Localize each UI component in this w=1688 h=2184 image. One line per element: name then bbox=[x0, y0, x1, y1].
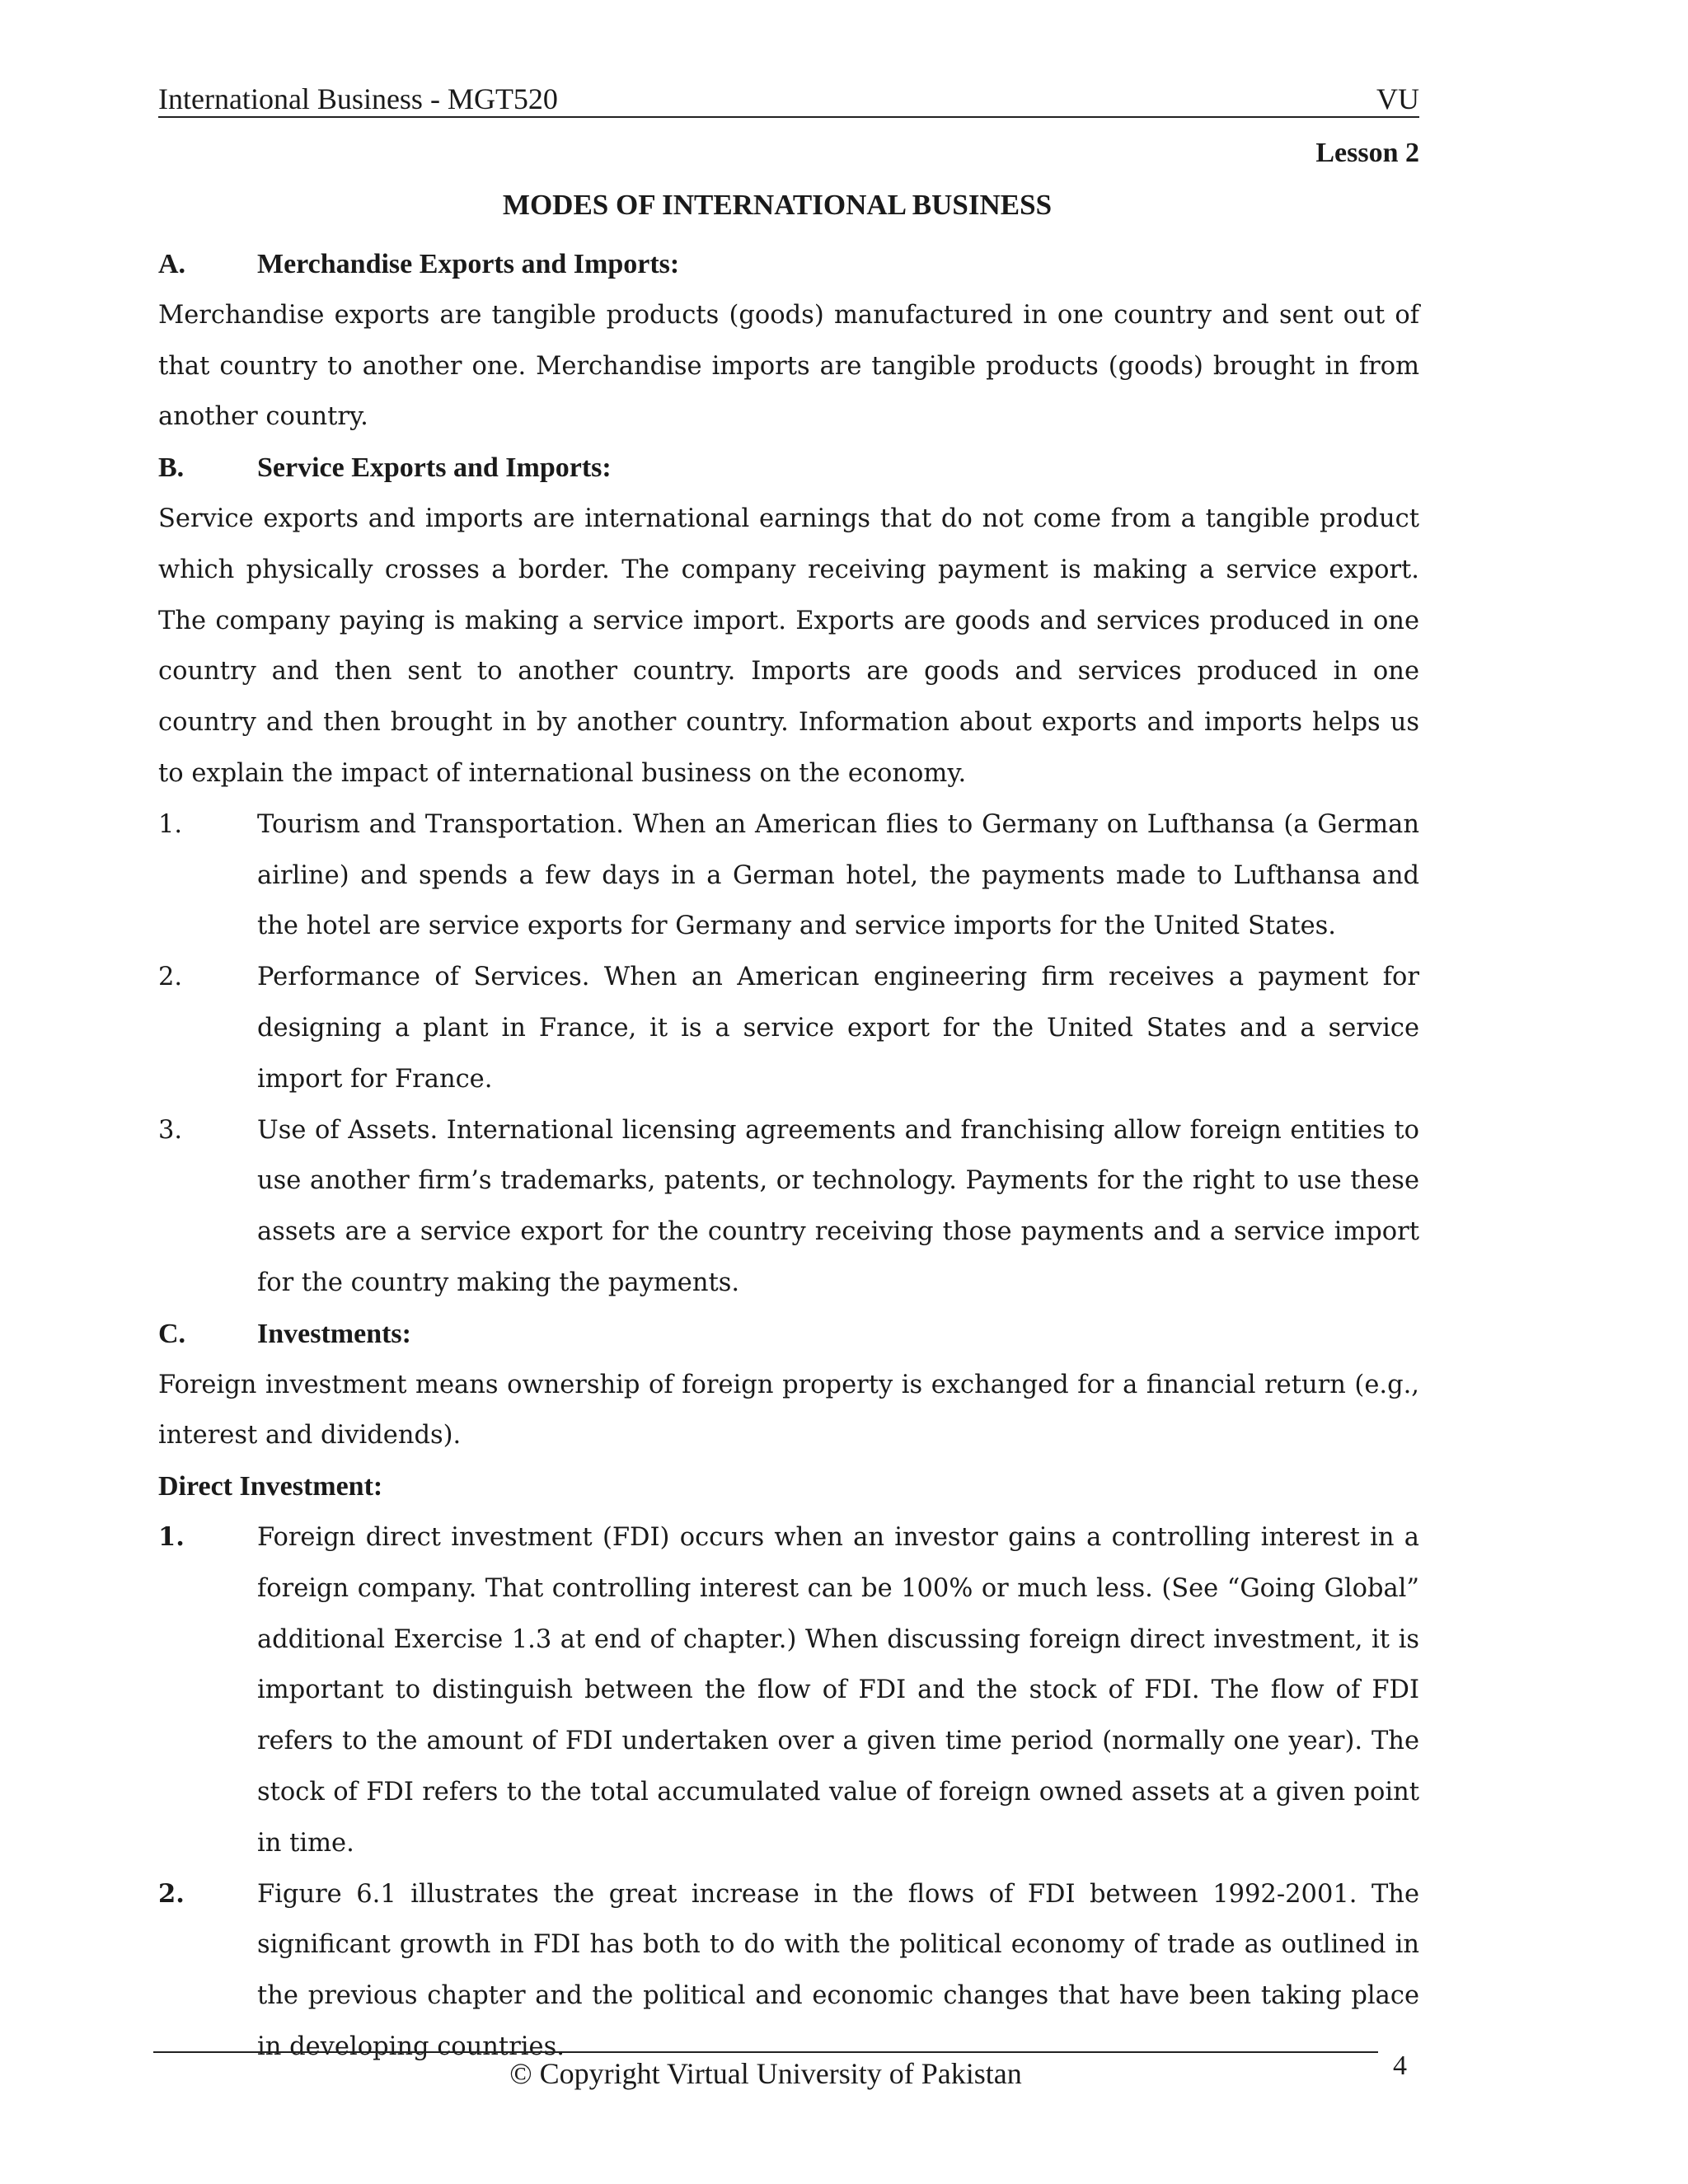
section-label: B. bbox=[158, 452, 185, 484]
institution-label: VU bbox=[1376, 82, 1419, 115]
section-b-paragraph: Service exports and imports are international earnings that do not come from a tangible product which physically crosses a border. The company receiving payment is making a service export. The company paying is making a service import. Exports are goods and services produced in one country and then sent to another country. Imports are goods and services produced in one country and then brought in by another country. Information about exports and imports helps us to explain the impact of international business on the economy. bbox=[158, 504, 1419, 788]
page-title-text: MODES OF INTERNATIONAL BUSINESS bbox=[502, 189, 1053, 221]
list-item bbox=[158, 1105, 1419, 1309]
list-number: 2. bbox=[158, 963, 183, 992]
list-number: 1. bbox=[158, 809, 183, 839]
list-number: 3. bbox=[158, 1115, 183, 1145]
list-text: Tourism and Transportation. When an American flies to Germany on Lufthansa (a German airline) and spends a few days in a German hotel, the payments made to Lufthansa and the hotel are service exports for Germany and service imports for the United States. bbox=[257, 809, 1419, 941]
list-text: Foreign direct investment (FDI) occurs when an investor gains a controlling interest in a foreign company. That controlling interest can be 100% or much less. (See “Going Global” additional Exercise 1.3 at end of chapter.) When discussing foreign direct investment, it is important to distinguish between the flow of FDI and the stock of FDI. The flow of FDI refers to the amount of FDI undertaken over a given time period (normally one year). The stock of FDI refers to the total accumulated value of foreign owned assets at a given point in time. bbox=[257, 1522, 1419, 1858]
section-title: Investments: bbox=[257, 1318, 411, 1349]
lesson-label: Lesson 2 bbox=[1315, 138, 1419, 168]
section-c-heading bbox=[158, 1309, 1419, 1360]
section-c-paragraph: Foreign investment means ownership of foreign property is exchanged for a financial return (e.g., interest and dividends). bbox=[158, 1370, 1419, 1451]
list-item bbox=[158, 799, 1419, 952]
section-label: A. bbox=[158, 249, 186, 279]
section-a-heading bbox=[158, 239, 1419, 290]
list-item bbox=[158, 1869, 1419, 2073]
section-b-heading bbox=[158, 443, 1419, 494]
section-label: C. bbox=[158, 1318, 186, 1349]
course-title: International Business - MGT520 bbox=[158, 82, 558, 115]
section-title: Service Exports and Imports: bbox=[257, 452, 612, 484]
list-text: Figure 6.1 illustrates the great increase in the flows of FDI between 1992-2001. The significant growth in FDI has both to do with the political economy of trade as outlined in the previous chapter and the political and economic changes that have been taking place in developing countries. bbox=[257, 1879, 1419, 2061]
footer-copyright: © Copyright Virtual University of Pakistan bbox=[509, 2057, 1022, 2090]
page-header bbox=[158, 78, 1419, 118]
page-number: 4 bbox=[1393, 2050, 1407, 2081]
footer-rule bbox=[153, 2051, 1378, 2053]
list-text: Performance of Services. When an American engineering firm receives a payment for designing a plant in France, it is a service export for the United States and a service import for France. bbox=[257, 963, 1419, 1094]
list-number: 2. bbox=[158, 1878, 185, 1909]
list-number: 1. bbox=[158, 1521, 185, 1552]
direct-investment-heading: Direct Investment: bbox=[158, 1471, 383, 1502]
list-item bbox=[158, 952, 1419, 1104]
section-a-paragraph: Merchandise exports are tangible products (goods) manufactured in one country and sent out of that country to another one. Merchandise imports are tangible products (goods) brought in from another country. bbox=[158, 300, 1419, 432]
list-item bbox=[158, 1512, 1419, 1869]
section-title: Merchandise Exports and Imports: bbox=[257, 249, 680, 279]
page-title bbox=[158, 189, 1528, 222]
document-body bbox=[158, 239, 1419, 2073]
list-text: Use of Assets. International licensing agreements and franchising allow foreign entities to use another firm’s trademarks, patents, or technology. Payments for the right to use these assets are a service export for the country receiving those payments and a service import for the country making the payments. bbox=[257, 1115, 1419, 1297]
